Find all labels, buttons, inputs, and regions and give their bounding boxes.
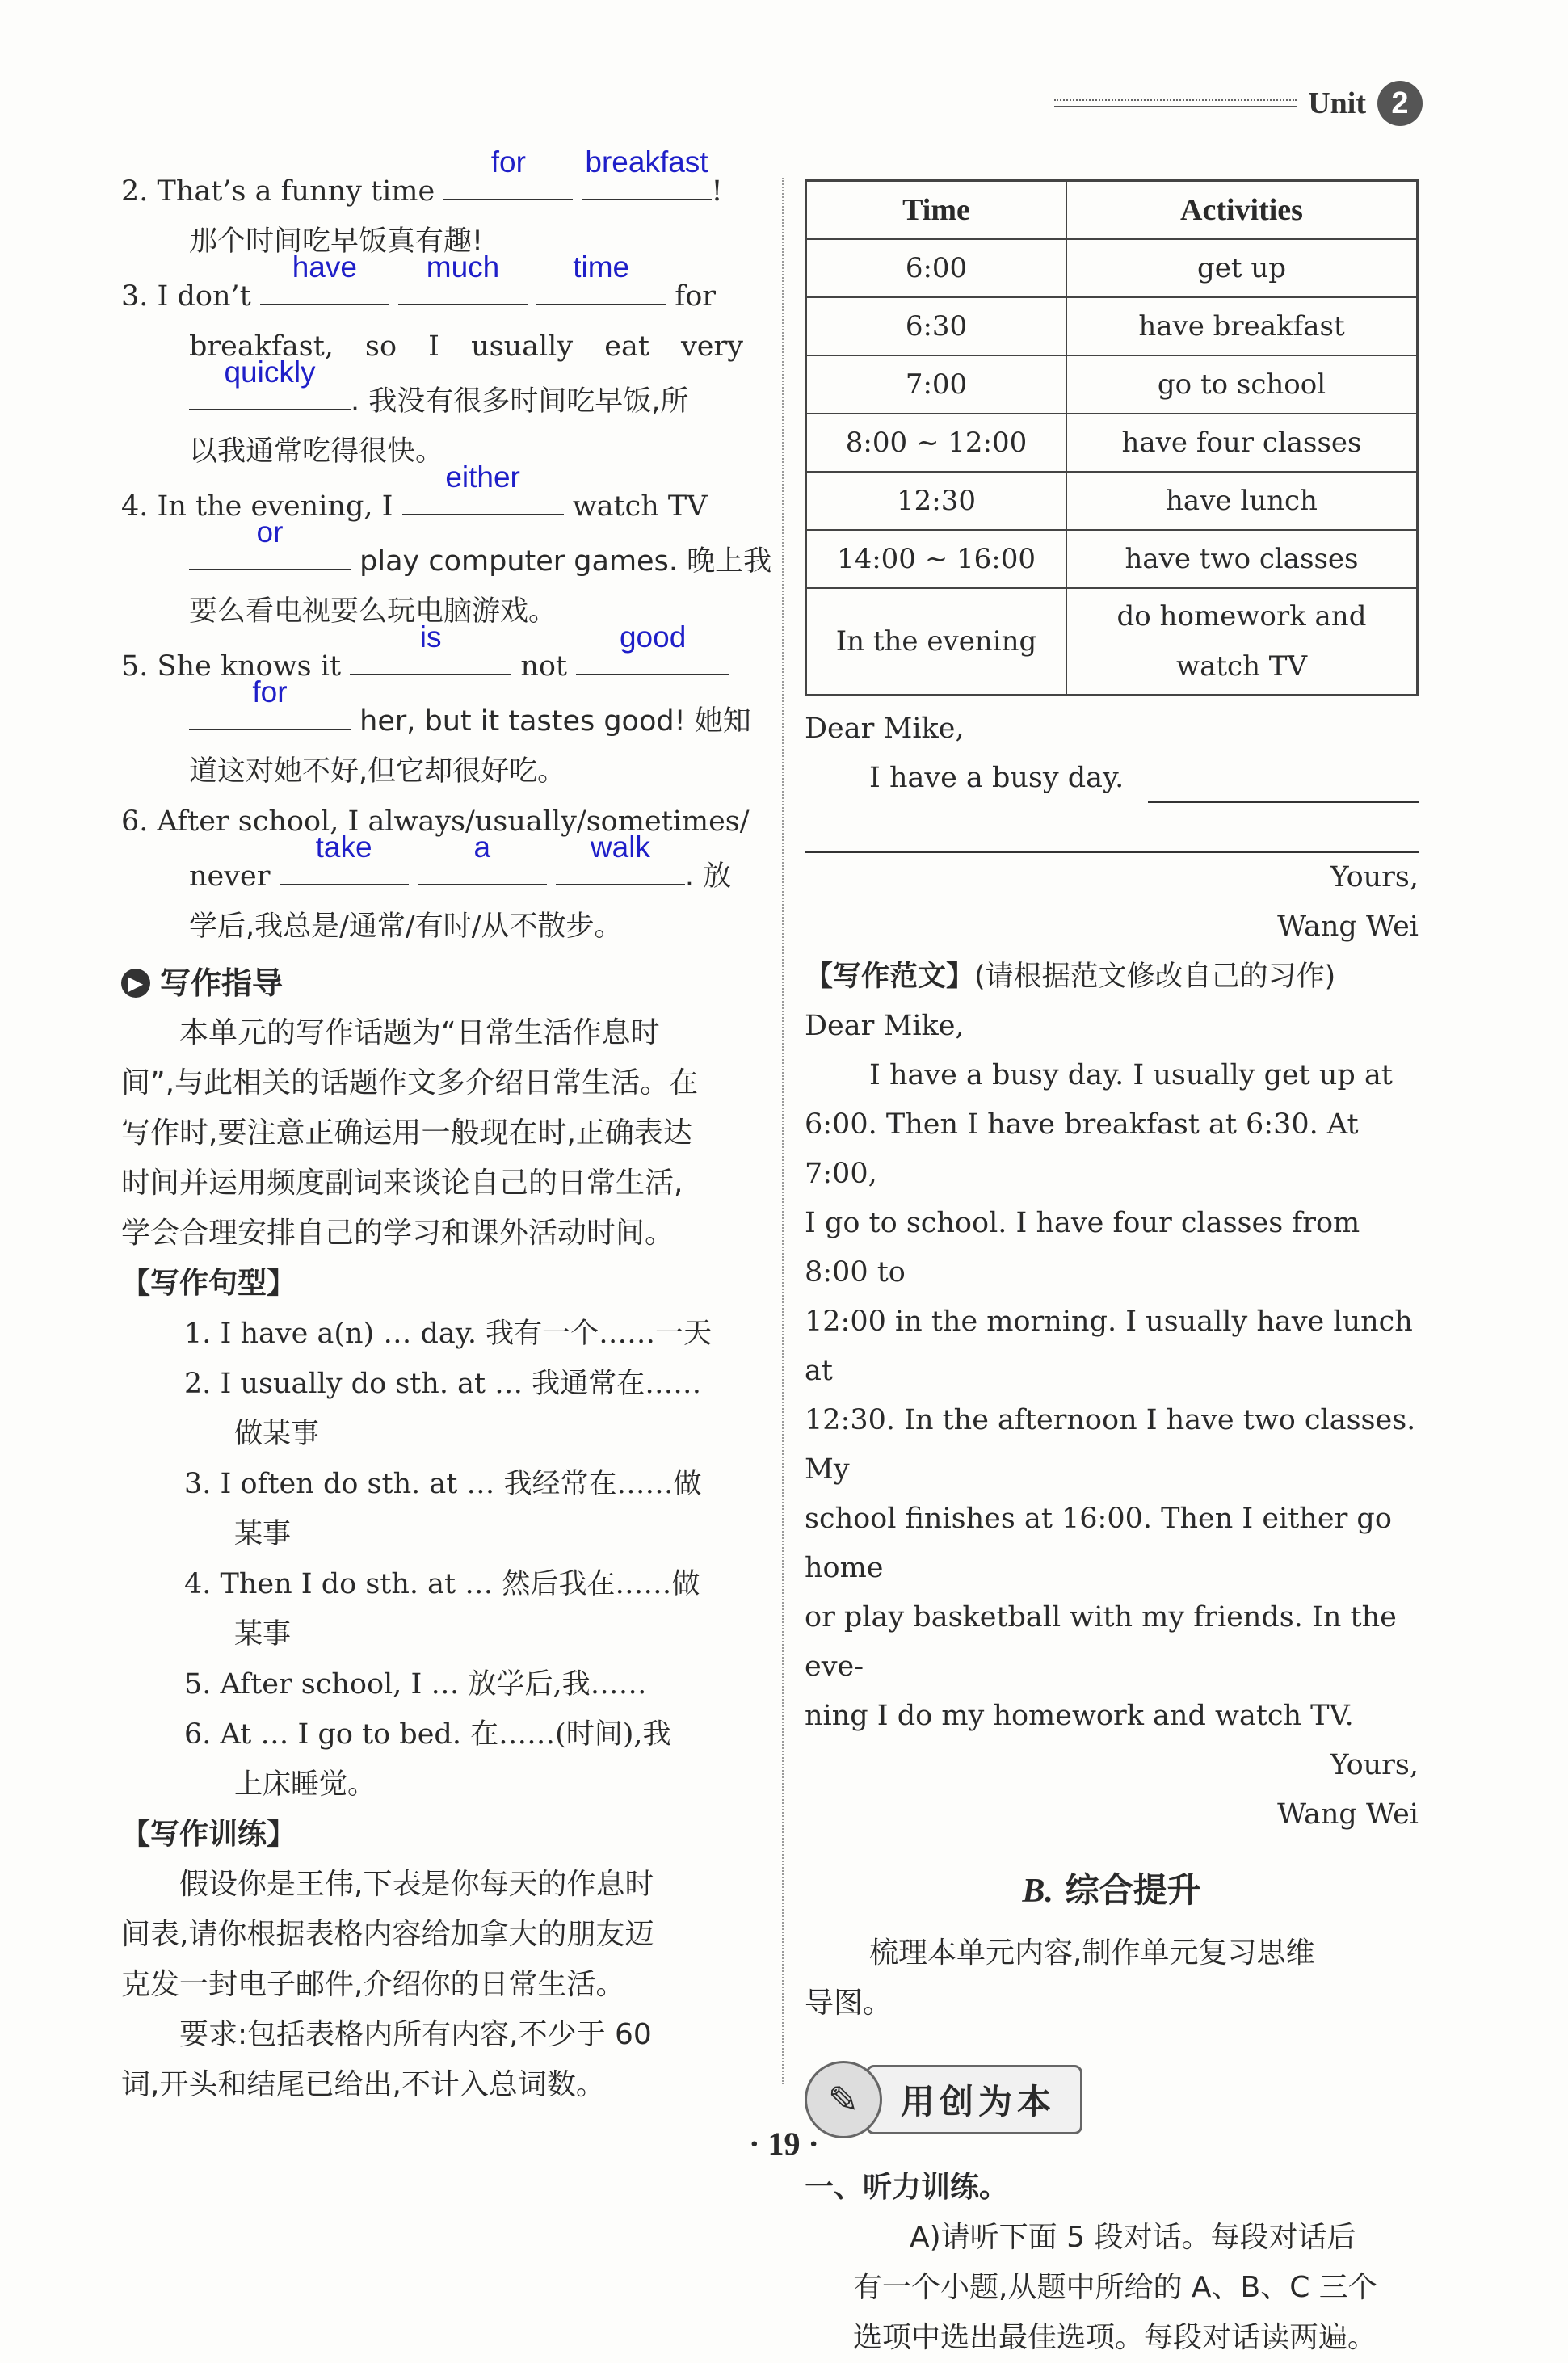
letter-opening: I have a busy day. (869, 762, 1125, 794)
training-line: 间表,请你根据表格内容给加拿大的朋友迈 (121, 1918, 654, 1951)
q6-text: After school, I always/usually/sometimes/ (157, 805, 750, 838)
listening-title: 一、听力训练。 (805, 2171, 1009, 2204)
q3-blank-1 (260, 250, 389, 305)
requirement-line: 词,开头和结尾已给出,不计入总词数。 (121, 2068, 605, 2101)
q3-number: 3. (121, 280, 149, 313)
q3-text: I don’t (157, 280, 251, 313)
sample-line: ning I do my homework and watch TV. (805, 1700, 1354, 1732)
q3-blank-3 (536, 250, 666, 305)
writing-guide-title: 写作指导 (160, 965, 284, 1001)
unit-label: Unit (1308, 86, 1366, 120)
listening-line: 有一个小题,从题中所给的 A、B、C 三个 (853, 2271, 1377, 2304)
table-header-row (806, 181, 1418, 240)
q5-translation: 道这对她不好,但它却很好吃。 (189, 755, 566, 788)
q3-answer-2: much (426, 250, 500, 284)
notebook-pen-icon: ✎ (805, 2061, 882, 2138)
sample-line: school finishes at 16:00. Then I either go home (805, 1503, 1392, 1584)
q6-blank-2 (418, 830, 547, 885)
header-rule (1054, 99, 1297, 107)
activity-line: watch TV (1175, 650, 1307, 683)
q4-blank-2 (189, 515, 351, 570)
sample-line: 6:00. Then I have breakfast at 6:30. At 7:00, (805, 1108, 1359, 1190)
writing-guide-paragraph (121, 1008, 743, 1259)
q4-answer-1: either (445, 460, 520, 494)
sample-line: I have a busy day. I usually get up at (869, 1059, 1393, 1091)
sample-greeting: Dear Mike, (805, 1010, 965, 1042)
guide-line: 间”,与此相关的话题作文多介绍日常生活。在 (121, 1066, 699, 1100)
banner-title: 用创为本 (866, 2065, 1082, 2134)
q2-translation: 那个时间吃早饭真有趣! (189, 225, 484, 258)
q2-text: That’s a funny time (157, 175, 435, 208)
table-row (806, 588, 1418, 696)
q5-text-not: not (520, 650, 567, 683)
q2-blank-2 (582, 145, 712, 200)
sample-closing: Yours, (1330, 1749, 1419, 1781)
q4-translation: 要么看电视要么玩电脑游戏。 (189, 595, 557, 628)
writing-training-title: 【写作训练】 (121, 1818, 296, 1851)
q5-blank-3 (189, 675, 351, 730)
guide-line: 写作时,要注意正确运用一般现在时,正确表达 (121, 1116, 692, 1150)
q3-translation-2: 以我通常吃得很快。 (189, 435, 444, 468)
q5-text: She knows it (157, 650, 342, 683)
time-cell: 7:00 (806, 355, 1067, 414)
activity-cell: have two classes (1066, 530, 1418, 588)
section-b-line: 梳理本单元内容,制作单元复习思维 (869, 1936, 1315, 1970)
q5-blank-2 (576, 620, 729, 675)
q2-answer-1: for (490, 145, 526, 179)
listening-paragraph (805, 2213, 1419, 2363)
q3-answer-3: time (573, 250, 630, 284)
requirement-line: 要求:包括表格内所有内容,不少于 60 (179, 2018, 652, 2051)
writing-line[interactable] (805, 803, 1419, 853)
listening-line: A)请听下面 5 段对话。每段对话后 (910, 2221, 1356, 2254)
q3-text-for: for (675, 280, 717, 313)
q2-number: 2. (121, 175, 149, 208)
q6-text-never: never (189, 860, 271, 893)
q5-answer-1: is (419, 620, 442, 654)
training-line: 假设你是王伟,下表是你每天的作息时 (179, 1868, 654, 1901)
writing-training-paragraph (121, 1860, 743, 2110)
question-2 (121, 145, 743, 217)
pattern-item: 6. At … I go to bed. 在……(时间),我 (184, 1718, 671, 1751)
table-row (806, 472, 1418, 530)
time-cell: 6:30 (806, 297, 1067, 355)
sample-essay-title: 【写作范文】 (805, 961, 975, 993)
sample-signature: Wang Wei (1277, 1798, 1419, 1831)
q3-word: very (680, 330, 743, 363)
right-column (805, 162, 1419, 2363)
q3-word: usually (471, 330, 574, 363)
q6-line-2 (121, 830, 743, 902)
q5-answer-2: good (619, 620, 687, 654)
q6-answer-2: a (473, 830, 491, 864)
guide-line: 时间并运用频度副词来谈论自己的日常生活, (121, 1167, 683, 1200)
q6-translation: 学后,我总是/通常/有时/从不散步。 (189, 910, 623, 943)
q6-blank-1 (280, 830, 409, 885)
q4-number: 4. (121, 490, 149, 523)
q3-line-3 (121, 355, 743, 427)
pattern-item: 2. I usually do sth. at … 我通常在…… (184, 1368, 702, 1400)
writing-line[interactable] (1148, 769, 1419, 803)
section-b-letter: B. (1022, 1873, 1053, 1910)
page-number: · 19 · (749, 2125, 819, 2162)
q4-text: In the evening, I (157, 490, 393, 523)
table-header-activities: Activities (1066, 181, 1418, 240)
activity-cell: have breakfast (1066, 297, 1418, 355)
time-cell: 8:00 ~ 12:00 (806, 414, 1067, 472)
sample-essay-note: (请根据范文修改自己的习作) (974, 961, 1336, 993)
schedule-table (805, 179, 1419, 696)
arrow-circle-icon: ▶ (121, 969, 150, 998)
q6-answer-1: take (315, 830, 372, 864)
activity-cell: go to school (1066, 355, 1418, 414)
time-cell: 12:30 (806, 472, 1067, 530)
unit-number-badge: 2 (1377, 81, 1423, 126)
sample-line: or play basketball with my friends. In the eve- (805, 1601, 1397, 1683)
pattern-item-cont: 做某事 (234, 1418, 320, 1450)
q3-translation-1: . 我没有很多时间吃早饭,所 (351, 385, 689, 418)
sentence-patterns-title: 【写作句型】 (121, 1267, 296, 1300)
guide-line: 学会合理安排自己的学习和课外活动时间。 (121, 1217, 675, 1250)
table-row (806, 239, 1418, 297)
writing-guide-heading (121, 958, 743, 1008)
q3-word: eat (604, 330, 649, 363)
unit-header (1054, 81, 1423, 126)
pattern-item: 5. After school, I … 放学后,我…… (184, 1668, 647, 1701)
section-b-heading (805, 1864, 1419, 1912)
section-b-title: 综合提升 (1065, 1870, 1201, 1910)
q4-blank-1 (402, 460, 564, 515)
activity-cell: have lunch (1066, 472, 1418, 530)
sample-line: 12:00 in the morning. I usually have lunch at (805, 1306, 1413, 1387)
pattern-item-cont: 某事 (234, 1618, 292, 1650)
letter-signature: Wang Wei (1277, 910, 1419, 943)
q5-text-2: her, but it tastes good! 她知 (359, 705, 751, 738)
q5-line-2 (121, 675, 751, 746)
q3-word: so (365, 330, 397, 363)
q6-answer-3: walk (590, 830, 650, 864)
pattern-item: 1. I have a(n) … day. 我有一个……一天 (184, 1318, 713, 1350)
listening-line: 选项中选出最佳选项。每段对话读两遍。 (853, 2321, 1377, 2354)
activity-line: do homework and (1116, 600, 1367, 633)
sample-letter (805, 1002, 1419, 1840)
section-b-line: 导图。 (805, 1987, 893, 2020)
pattern-item-cont: 上床睡觉。 (234, 1768, 376, 1801)
table-row (806, 530, 1418, 588)
q4-text-2: watch TV (572, 490, 708, 523)
q5-number: 5. (121, 650, 149, 683)
q3-word: I (428, 330, 439, 363)
q6-number: 6. (121, 805, 149, 838)
q3-answer-1: have (292, 250, 357, 284)
q3-answer-4: quickly (224, 355, 316, 389)
q4-answer-2: or (256, 515, 284, 549)
letter-closing: Yours, (1330, 861, 1419, 893)
question-3 (121, 250, 743, 322)
q5-answer-3: for (252, 675, 288, 708)
pattern-item-cont: 某事 (234, 1518, 292, 1550)
table-row (806, 414, 1418, 472)
letter-opening-line (805, 754, 1419, 803)
table-row (806, 355, 1418, 414)
q2-blank-1 (443, 145, 573, 200)
table-row (806, 297, 1418, 355)
activity-cell: have four classes (1066, 414, 1418, 472)
letter-greeting: Dear Mike, (805, 713, 965, 745)
activity-cell: get up (1066, 239, 1418, 297)
guide-line: 本单元的写作话题为“日常生活作息时 (179, 1016, 660, 1049)
q5-blank-1 (350, 620, 511, 675)
q3-blank-4 (189, 355, 351, 410)
sample-line: 12:30. In the afternoon I have two classes. My (805, 1404, 1416, 1486)
column-divider (782, 178, 784, 2084)
q3-blank-2 (398, 250, 528, 305)
section-b-paragraph (805, 1928, 1419, 2029)
q6-blank-3 (556, 830, 685, 885)
q2-answer-2: breakfast (585, 145, 708, 179)
pattern-item: 4. Then I do sth. at … 然后我在……做 (184, 1568, 700, 1600)
activity-cell (1066, 588, 1418, 696)
q4-line-2 (121, 515, 772, 587)
time-cell: In the evening (806, 588, 1067, 696)
table-header-time: Time (806, 181, 1067, 240)
training-line: 克发一封电子邮件,介绍你的日常生活。 (121, 1968, 625, 2001)
pattern-item: 3. I often do sth. at … 我经常在……做 (184, 1468, 702, 1500)
q6-end: . 放 (684, 860, 732, 893)
left-column (121, 145, 772, 2110)
letter-template (805, 704, 1419, 952)
sample-line: I go to school. I have four classes from 8:00 to (805, 1207, 1360, 1289)
time-cell: 6:00 (806, 239, 1067, 297)
q4-text-3: play computer games. 晚上我 (359, 545, 772, 578)
sample-essay-heading (805, 952, 1419, 1002)
q2-end: ! (711, 175, 723, 208)
time-cell: 14:00 ~ 16:00 (806, 530, 1067, 588)
q3-word: breakfast, (189, 330, 334, 363)
